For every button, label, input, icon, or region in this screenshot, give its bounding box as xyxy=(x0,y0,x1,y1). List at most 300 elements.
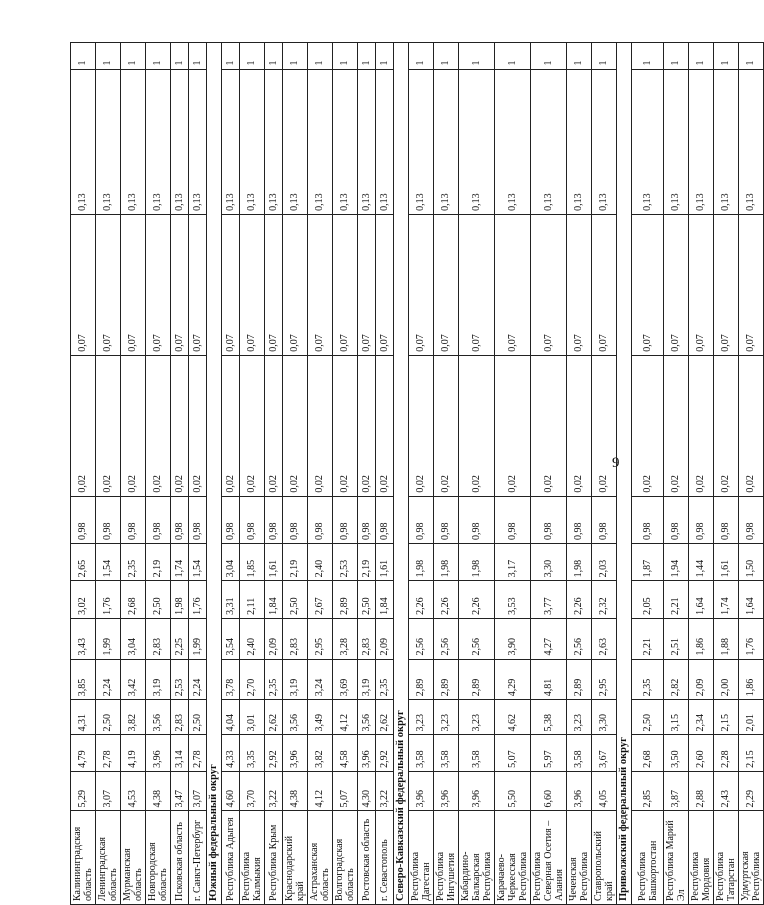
value-cell: 2,89 xyxy=(434,659,459,700)
value-cell: 2,85 xyxy=(632,771,664,811)
value-cell: 1 xyxy=(531,43,567,70)
value-cell: 2,95 xyxy=(592,659,617,700)
region-name: Республика Адыгея xyxy=(222,811,240,905)
value-cell: 2,09 xyxy=(689,659,714,700)
value-cell: 2,21 xyxy=(664,581,689,618)
district-header-row xyxy=(617,43,632,905)
value-cell: 0,07 xyxy=(283,214,308,355)
value-cell: 0,07 xyxy=(409,214,434,355)
value-cell: 0,07 xyxy=(171,214,189,355)
region-name: Чеченская Республика xyxy=(567,811,592,905)
value-cell: 0,07 xyxy=(567,214,592,355)
value-cell: 2,62 xyxy=(376,700,394,735)
value-cell: 1,98 xyxy=(567,543,592,580)
value-cell: 3,58 xyxy=(567,735,592,771)
page-number: 9 xyxy=(612,455,620,471)
value-cell: 2,62 xyxy=(265,700,283,735)
value-cell: 1 xyxy=(71,43,96,70)
value-cell: 1,74 xyxy=(171,543,189,580)
value-cell: 2,25 xyxy=(171,618,189,659)
value-cell: 0,02 xyxy=(459,355,495,496)
value-cell: 4,53 xyxy=(121,771,146,811)
value-cell: 1,98 xyxy=(171,581,189,618)
table-row xyxy=(222,43,240,905)
value-cell: 0,13 xyxy=(265,69,283,214)
value-cell: 0,02 xyxy=(308,355,333,496)
value-cell: 3,96 xyxy=(434,771,459,811)
value-cell: 0,02 xyxy=(409,355,434,496)
value-cell: 0,13 xyxy=(146,69,171,214)
value-cell: 0,02 xyxy=(265,355,283,496)
value-cell: 0,07 xyxy=(71,214,96,355)
value-cell: 0,13 xyxy=(283,69,308,214)
value-cell: 0,13 xyxy=(531,69,567,214)
value-cell: 0,13 xyxy=(121,69,146,214)
value-cell: 3,47 xyxy=(171,771,189,811)
value-cell: 1 xyxy=(240,43,265,70)
value-cell: 1 xyxy=(333,43,358,70)
table-row xyxy=(376,43,394,905)
rotated-table-container xyxy=(70,42,762,905)
region-name: Новгородская область xyxy=(146,811,171,905)
value-cell: 0,07 xyxy=(689,214,714,355)
value-cell: 4,33 xyxy=(222,735,240,771)
value-cell: 0,07 xyxy=(358,214,376,355)
value-cell: 3,04 xyxy=(121,618,146,659)
value-cell: 0,98 xyxy=(714,496,739,543)
value-cell: 1 xyxy=(664,43,689,70)
value-cell: 2,21 xyxy=(632,618,664,659)
district-title: Южный федеральный округ xyxy=(207,43,222,905)
value-cell: 3,53 xyxy=(495,581,531,618)
value-cell: 1,61 xyxy=(265,543,283,580)
value-cell: 1 xyxy=(171,43,189,70)
value-cell: 0,07 xyxy=(96,214,121,355)
region-name: Республика Мордовия xyxy=(689,811,714,905)
value-cell: 4,04 xyxy=(222,700,240,735)
value-cell: 0,13 xyxy=(434,69,459,214)
value-cell: 3,85 xyxy=(71,659,96,700)
value-cell: 2,24 xyxy=(189,659,207,700)
value-cell: 2,95 xyxy=(308,618,333,659)
value-cell: 3,43 xyxy=(71,618,96,659)
value-cell: 3,23 xyxy=(567,700,592,735)
region-name: Республика Башкортостан xyxy=(632,811,664,905)
value-cell: 1,64 xyxy=(739,581,764,618)
value-cell: 0,07 xyxy=(531,214,567,355)
value-cell: 3,96 xyxy=(567,771,592,811)
value-cell: 3,96 xyxy=(459,771,495,811)
value-cell: 4,12 xyxy=(308,771,333,811)
value-cell: 1 xyxy=(434,43,459,70)
value-cell: 2,82 xyxy=(664,659,689,700)
value-cell: 0,02 xyxy=(146,355,171,496)
table-body xyxy=(71,43,764,905)
district-title: Приволжский федеральный округ xyxy=(617,43,632,905)
region-name: Республика Татарстан xyxy=(714,811,739,905)
table-row xyxy=(592,43,617,905)
table-row xyxy=(739,43,764,905)
value-cell: 1,94 xyxy=(664,543,689,580)
value-cell: 3,49 xyxy=(308,700,333,735)
value-cell: 3,96 xyxy=(358,735,376,771)
value-cell: 0,02 xyxy=(240,355,265,496)
value-cell: 1,99 xyxy=(189,618,207,659)
region-name: Карачаево-Черкесская Республика xyxy=(495,811,531,905)
value-cell: 3,56 xyxy=(283,700,308,735)
value-cell: 2,50 xyxy=(632,700,664,735)
value-cell: 1,98 xyxy=(434,543,459,580)
value-cell: 3,30 xyxy=(531,543,567,580)
value-cell: 2,28 xyxy=(714,735,739,771)
value-cell: 1,54 xyxy=(96,543,121,580)
value-cell: 1,98 xyxy=(459,543,495,580)
value-cell: 1,61 xyxy=(714,543,739,580)
table-row xyxy=(283,43,308,905)
value-cell: 1,76 xyxy=(189,581,207,618)
value-cell: 4,12 xyxy=(333,700,358,735)
value-cell: 3,23 xyxy=(459,700,495,735)
table-row xyxy=(689,43,714,905)
value-cell: 2,11 xyxy=(240,581,265,618)
value-cell: 2,56 xyxy=(567,618,592,659)
value-cell: 1 xyxy=(689,43,714,70)
value-cell: 1 xyxy=(121,43,146,70)
value-cell: 0,07 xyxy=(189,214,207,355)
value-cell: 2,09 xyxy=(265,618,283,659)
value-cell: 3,31 xyxy=(222,581,240,618)
value-cell: 0,13 xyxy=(189,69,207,214)
table-row xyxy=(358,43,376,905)
value-cell: 0,07 xyxy=(495,214,531,355)
value-cell: 1 xyxy=(592,43,617,70)
value-cell: 0,13 xyxy=(376,69,394,214)
value-cell: 0,13 xyxy=(592,69,617,214)
value-cell: 0,98 xyxy=(146,496,171,543)
value-cell: 2,89 xyxy=(567,659,592,700)
value-cell: 2,19 xyxy=(358,543,376,580)
value-cell: 2,89 xyxy=(409,659,434,700)
value-cell: 2,05 xyxy=(632,581,664,618)
value-cell: 3,82 xyxy=(308,735,333,771)
value-cell: 0,02 xyxy=(222,355,240,496)
value-cell: 2,35 xyxy=(376,659,394,700)
district-title: Северо-Кавказский федеральный округ xyxy=(394,43,409,905)
value-cell: 3,15 xyxy=(664,700,689,735)
value-cell: 0,13 xyxy=(409,69,434,214)
table-row xyxy=(567,43,592,905)
value-cell: 2,67 xyxy=(308,581,333,618)
value-cell: 4,58 xyxy=(333,735,358,771)
value-cell: 2,15 xyxy=(739,735,764,771)
value-cell: 0,13 xyxy=(222,69,240,214)
value-cell: 3,96 xyxy=(409,771,434,811)
value-cell: 3,77 xyxy=(531,581,567,618)
value-cell: 0,02 xyxy=(71,355,96,496)
region-name: Республика Крым xyxy=(265,811,283,905)
value-cell: 3,42 xyxy=(121,659,146,700)
value-cell: 0,07 xyxy=(240,214,265,355)
value-cell: 2,56 xyxy=(434,618,459,659)
table-row xyxy=(714,43,739,905)
value-cell: 1,76 xyxy=(96,581,121,618)
value-cell: 0,02 xyxy=(283,355,308,496)
value-cell: 2,01 xyxy=(739,700,764,735)
value-cell: 2,50 xyxy=(283,581,308,618)
value-cell: 4,38 xyxy=(283,771,308,811)
table-row xyxy=(434,43,459,905)
value-cell: 2,32 xyxy=(592,581,617,618)
value-cell: 0,98 xyxy=(222,496,240,543)
value-cell: 0,02 xyxy=(689,355,714,496)
value-cell: 3,87 xyxy=(664,771,689,811)
value-cell: 2,40 xyxy=(240,618,265,659)
value-cell: 0,13 xyxy=(632,69,664,214)
value-cell: 0,13 xyxy=(171,69,189,214)
value-cell: 3,22 xyxy=(265,771,283,811)
value-cell: 3,22 xyxy=(376,771,394,811)
value-cell: 0,02 xyxy=(376,355,394,496)
value-cell: 0,13 xyxy=(689,69,714,214)
value-cell: 4,05 xyxy=(592,771,617,811)
value-cell: 0,07 xyxy=(121,214,146,355)
value-cell: 2,09 xyxy=(376,618,394,659)
region-name: Псковская область xyxy=(171,811,189,905)
value-cell: 0,98 xyxy=(171,496,189,543)
value-cell: 2,68 xyxy=(121,581,146,618)
region-name: Кабардино-Балкарская Республика xyxy=(459,811,495,905)
value-cell: 0,98 xyxy=(495,496,531,543)
value-cell: 0,98 xyxy=(689,496,714,543)
value-cell: 0,07 xyxy=(632,214,664,355)
value-cell: 1 xyxy=(632,43,664,70)
value-cell: 0,07 xyxy=(376,214,394,355)
value-cell: 1,85 xyxy=(240,543,265,580)
value-cell: 0,07 xyxy=(459,214,495,355)
region-name: Ставропольский край xyxy=(592,811,617,905)
value-cell: 3,04 xyxy=(222,543,240,580)
value-cell: 3,96 xyxy=(283,735,308,771)
value-cell: 2,26 xyxy=(409,581,434,618)
value-cell: 2,29 xyxy=(739,771,764,811)
value-cell: 0,98 xyxy=(434,496,459,543)
value-cell: 0,98 xyxy=(308,496,333,543)
value-cell: 2,53 xyxy=(171,659,189,700)
value-cell: 3,82 xyxy=(121,700,146,735)
value-cell: 1,61 xyxy=(376,543,394,580)
value-cell: 3,01 xyxy=(240,700,265,735)
value-cell: 0,98 xyxy=(664,496,689,543)
region-name: Республика Марий Эл xyxy=(664,811,689,905)
value-cell: 5,97 xyxy=(531,735,567,771)
value-cell: 2,35 xyxy=(632,659,664,700)
value-cell: 1 xyxy=(96,43,121,70)
value-cell: 0,13 xyxy=(495,69,531,214)
region-name: Республика Северная Осетия – Алания xyxy=(531,811,567,905)
value-cell: 3,35 xyxy=(240,735,265,771)
value-cell: 2,50 xyxy=(358,581,376,618)
value-cell: 2,60 xyxy=(689,735,714,771)
value-cell: 3,14 xyxy=(171,735,189,771)
value-cell: 0,02 xyxy=(632,355,664,496)
value-cell: 5,07 xyxy=(495,735,531,771)
table-row xyxy=(71,43,96,905)
value-cell: 3,58 xyxy=(459,735,495,771)
value-cell: 0,02 xyxy=(714,355,739,496)
value-cell: 1 xyxy=(189,43,207,70)
value-cell: 0,13 xyxy=(459,69,495,214)
value-cell: 2,92 xyxy=(376,735,394,771)
value-cell: 1 xyxy=(308,43,333,70)
value-cell: 0,02 xyxy=(96,355,121,496)
value-cell: 0,07 xyxy=(714,214,739,355)
value-cell: 0,98 xyxy=(531,496,567,543)
value-cell: 2,35 xyxy=(265,659,283,700)
region-name: Ленинградская область xyxy=(96,811,121,905)
value-cell: 0,07 xyxy=(308,214,333,355)
value-cell: 1 xyxy=(146,43,171,70)
value-cell: 5,50 xyxy=(495,771,531,811)
value-cell: 2,78 xyxy=(189,735,207,771)
value-cell: 4,81 xyxy=(531,659,567,700)
value-cell: 2,15 xyxy=(714,700,739,735)
value-cell: 0,98 xyxy=(333,496,358,543)
value-cell: 2,19 xyxy=(146,543,171,580)
value-cell: 0,13 xyxy=(71,69,96,214)
value-cell: 0,13 xyxy=(308,69,333,214)
value-cell: 2,63 xyxy=(592,618,617,659)
value-cell: 0,98 xyxy=(358,496,376,543)
value-cell: 0,02 xyxy=(495,355,531,496)
value-cell: 0,02 xyxy=(121,355,146,496)
value-cell: 2,26 xyxy=(434,581,459,618)
table-row xyxy=(664,43,689,905)
value-cell: 3,56 xyxy=(146,700,171,735)
value-cell: 0,02 xyxy=(592,355,617,496)
value-cell: 1,50 xyxy=(739,543,764,580)
value-cell: 0,98 xyxy=(240,496,265,543)
value-cell: 2,19 xyxy=(283,543,308,580)
value-cell: 0,02 xyxy=(358,355,376,496)
value-cell: 0,02 xyxy=(567,355,592,496)
value-cell: 0,98 xyxy=(71,496,96,543)
value-cell: 0,98 xyxy=(189,496,207,543)
value-cell: 2,51 xyxy=(664,618,689,659)
table-row xyxy=(333,43,358,905)
value-cell: 2,88 xyxy=(689,771,714,811)
value-cell: 1 xyxy=(739,43,764,70)
region-name: Волгоградская область xyxy=(333,811,358,905)
value-cell: 2,26 xyxy=(459,581,495,618)
value-cell: 5,29 xyxy=(71,771,96,811)
value-cell: 2,89 xyxy=(459,659,495,700)
value-cell: 4,19 xyxy=(121,735,146,771)
value-cell: 2,78 xyxy=(96,735,121,771)
value-cell: 1 xyxy=(358,43,376,70)
value-cell: 2,56 xyxy=(459,618,495,659)
value-cell: 3,50 xyxy=(664,735,689,771)
value-cell: 3,96 xyxy=(146,735,171,771)
value-cell: 3,02 xyxy=(71,581,96,618)
value-cell: 1,98 xyxy=(409,543,434,580)
value-cell: 1 xyxy=(459,43,495,70)
region-name: Мурманская область xyxy=(121,811,146,905)
value-cell: 1,64 xyxy=(689,581,714,618)
table-row xyxy=(308,43,333,905)
value-cell: 1,86 xyxy=(739,659,764,700)
value-cell: 2,34 xyxy=(689,700,714,735)
value-cell: 3,17 xyxy=(495,543,531,580)
value-cell: 2,50 xyxy=(96,700,121,735)
value-cell: 1 xyxy=(376,43,394,70)
value-cell: 3,19 xyxy=(283,659,308,700)
value-cell: 0,13 xyxy=(240,69,265,214)
value-cell: 2,50 xyxy=(189,700,207,735)
table-row xyxy=(531,43,567,905)
value-cell: 3,70 xyxy=(240,771,265,811)
value-cell: 2,70 xyxy=(240,659,265,700)
value-cell: 5,38 xyxy=(531,700,567,735)
value-cell: 0,02 xyxy=(531,355,567,496)
value-cell: 0,07 xyxy=(333,214,358,355)
value-cell: 2,68 xyxy=(632,735,664,771)
value-cell: 4,30 xyxy=(358,771,376,811)
value-cell: 3,90 xyxy=(495,618,531,659)
table-row xyxy=(240,43,265,905)
value-cell: 1 xyxy=(265,43,283,70)
value-cell: 0,02 xyxy=(333,355,358,496)
value-cell: 0,98 xyxy=(265,496,283,543)
value-cell: 0,98 xyxy=(459,496,495,543)
value-cell: 0,98 xyxy=(592,496,617,543)
region-name: Ростовская область xyxy=(358,811,376,905)
value-cell: 2,56 xyxy=(409,618,434,659)
district-header-row xyxy=(207,43,222,905)
region-name: Удмуртская Республика xyxy=(739,811,764,905)
value-cell: 0,02 xyxy=(434,355,459,496)
value-cell: 2,50 xyxy=(146,581,171,618)
value-cell: 3,23 xyxy=(409,700,434,735)
value-cell: 3,07 xyxy=(96,771,121,811)
value-cell: 0,13 xyxy=(739,69,764,214)
value-cell: 2,83 xyxy=(283,618,308,659)
region-name: г. Санкт-Петербург xyxy=(189,811,207,905)
table-row xyxy=(146,43,171,905)
table-row xyxy=(121,43,146,905)
value-cell: 1 xyxy=(409,43,434,70)
value-cell: 2,83 xyxy=(171,700,189,735)
region-name: г. Севастополь xyxy=(376,811,394,905)
value-cell: 3,67 xyxy=(592,735,617,771)
value-cell: 0,13 xyxy=(96,69,121,214)
value-cell: 3,78 xyxy=(222,659,240,700)
value-cell: 1,76 xyxy=(739,618,764,659)
value-cell: 3,19 xyxy=(146,659,171,700)
value-cell: 1,84 xyxy=(265,581,283,618)
district-header-row xyxy=(394,43,409,905)
value-cell: 0,07 xyxy=(265,214,283,355)
value-cell: 2,83 xyxy=(358,618,376,659)
value-cell: 1,88 xyxy=(714,618,739,659)
value-cell: 4,62 xyxy=(495,700,531,735)
value-cell: 0,02 xyxy=(171,355,189,496)
value-cell: 3,28 xyxy=(333,618,358,659)
value-cell: 0,98 xyxy=(283,496,308,543)
value-cell: 4,27 xyxy=(531,618,567,659)
value-cell: 1,54 xyxy=(189,543,207,580)
value-cell: 1 xyxy=(495,43,531,70)
value-cell: 0,98 xyxy=(409,496,434,543)
